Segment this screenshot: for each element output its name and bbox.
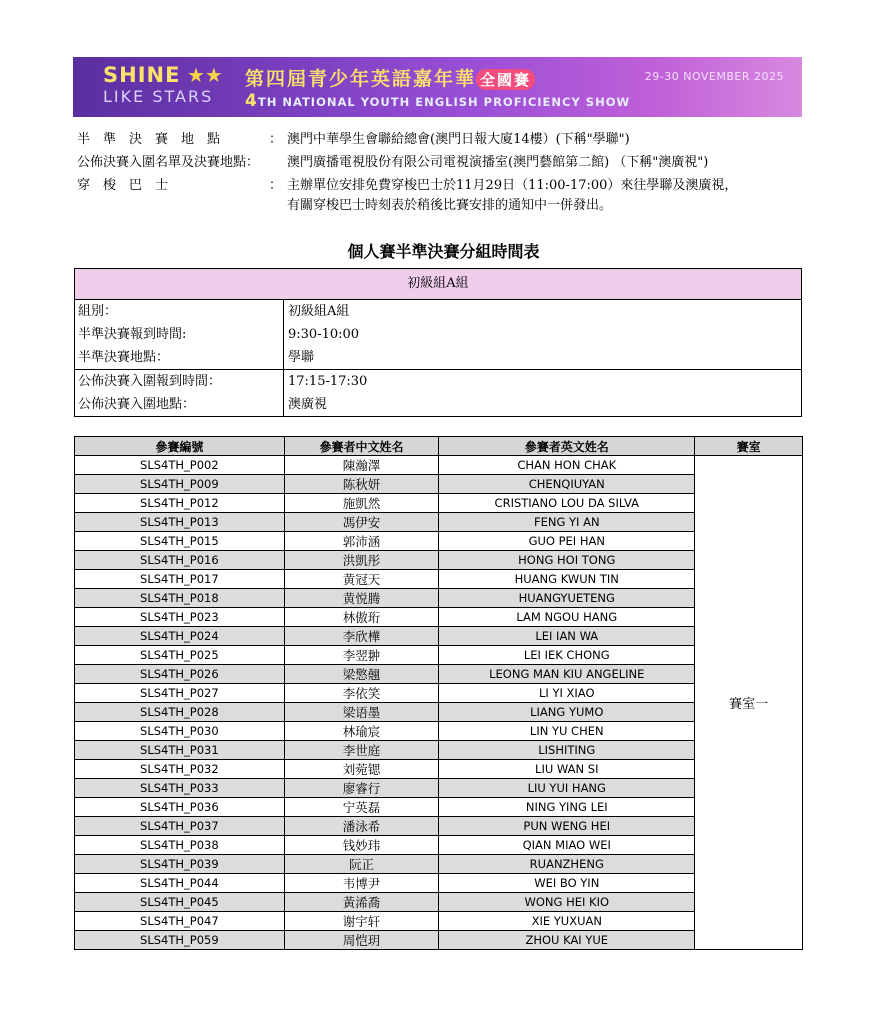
participant-english-name: LEI IEK CHONG	[439, 646, 695, 665]
participant-id: SLS4TH_P047	[75, 912, 285, 931]
participant-english-name: LAM NGOU HANG	[439, 608, 695, 627]
participant-english-name: RUANZHENG	[439, 855, 695, 874]
participant-english-name: WONG HEI KIO	[439, 893, 695, 912]
col-header-id: 參賽編號	[75, 437, 285, 456]
participant-id: SLS4TH_P023	[75, 608, 285, 627]
participant-english-name: CHENQIUYAN	[439, 475, 695, 494]
participant-id: SLS4TH_P025	[75, 646, 285, 665]
participant-chinese-name: 钱妙玮	[284, 836, 439, 855]
participant-id: SLS4TH_P012	[75, 494, 285, 513]
participant-id: SLS4TH_P024	[75, 627, 285, 646]
group-header: 初級組A組	[75, 269, 801, 300]
participant-english-name: GUO PEI HAN	[439, 532, 695, 551]
table-row	[75, 456, 803, 475]
table-row	[75, 570, 803, 589]
table-header-row	[75, 437, 803, 456]
participant-english-name: LIN YU CHEN	[439, 722, 695, 741]
table-row	[75, 760, 803, 779]
participants-table	[74, 436, 803, 950]
table-row	[75, 779, 803, 798]
table-row	[75, 627, 803, 646]
participant-id: SLS4TH_P030	[75, 722, 285, 741]
participant-english-name: LIANG YUMO	[439, 703, 695, 722]
participant-english-name: HUANG KWUN TIN	[439, 570, 695, 589]
participant-id: SLS4TH_P002	[75, 456, 285, 475]
group-row: 公佈決賽入圍地點： 澳廣視	[78, 397, 328, 412]
participant-id: SLS4TH_P026	[75, 665, 285, 684]
participant-id: SLS4TH_P031	[75, 741, 285, 760]
table-row	[75, 646, 803, 665]
participant-chinese-name: 陈秋妍	[284, 475, 439, 494]
banner-chinese-title: 第四屆青少年英語嘉年華 全國賽	[245, 64, 535, 91]
participant-chinese-name: 陳瀚澤	[284, 456, 439, 475]
participant-chinese-name: 谢宇轩	[284, 912, 439, 931]
table-row	[75, 817, 803, 836]
participant-id: SLS4TH_P036	[75, 798, 285, 817]
participant-english-name: LEONG MAN KIU ANGELINE	[439, 665, 695, 684]
participant-chinese-name: 李欣樺	[284, 627, 439, 646]
table-row	[75, 722, 803, 741]
participant-chinese-name: 林瑜宸	[284, 722, 439, 741]
participant-chinese-name: 李翌翀	[284, 646, 439, 665]
participant-id: SLS4TH_P045	[75, 893, 285, 912]
participant-english-name: LI YI XIAO	[439, 684, 695, 703]
col-header-room: 賽室	[695, 437, 803, 456]
participant-chinese-name: 黄冠天	[284, 570, 439, 589]
participant-chinese-name: 黃浠喬	[284, 893, 439, 912]
group-row: 半準決賽報到時間: 9:30-10:00	[78, 327, 360, 342]
participant-english-name: FENG YI AN	[439, 513, 695, 532]
participant-id: SLS4TH_P015	[75, 532, 285, 551]
participant-chinese-name: 廖睿行	[284, 779, 439, 798]
participant-english-name: PUN WENG HEI	[439, 817, 695, 836]
participant-chinese-name: 李世庭	[284, 741, 439, 760]
participant-chinese-name: 林傲珩	[284, 608, 439, 627]
participant-chinese-name: 梁语墨	[284, 703, 439, 722]
table-row	[75, 912, 803, 931]
participant-id: SLS4TH_P016	[75, 551, 285, 570]
participant-english-name: WEI BO YIN	[439, 874, 695, 893]
participant-chinese-name: 韦博尹	[284, 874, 439, 893]
table-row	[75, 741, 803, 760]
participant-id: SLS4TH_P033	[75, 779, 285, 798]
table-row	[75, 836, 803, 855]
participant-chinese-name: 郭沛涵	[284, 532, 439, 551]
table-row	[75, 551, 803, 570]
group-info-table	[74, 268, 802, 417]
table-row	[75, 475, 803, 494]
table-row	[75, 589, 803, 608]
participant-english-name: LEI IAN WA	[439, 627, 695, 646]
participant-chinese-name: 施凱然	[284, 494, 439, 513]
participant-chinese-name: 阮正	[284, 855, 439, 874]
shine-logo-text: SHINE	[103, 63, 181, 87]
participant-chinese-name: 馮伊安	[284, 513, 439, 532]
national-badge: 全國賽	[476, 69, 535, 90]
table-row	[75, 874, 803, 893]
participant-english-name: HUANGYUETENG	[439, 589, 695, 608]
participant-id: SLS4TH_P013	[75, 513, 285, 532]
participant-english-name: CRISTIANO LOU DA SILVA	[439, 494, 695, 513]
participant-id: SLS4TH_P018	[75, 589, 285, 608]
participant-id: SLS4TH_P017	[75, 570, 285, 589]
table-row	[75, 513, 803, 532]
table-row	[75, 665, 803, 684]
participant-id: SLS4TH_P044	[75, 874, 285, 893]
participant-id: SLS4TH_P059	[75, 931, 285, 950]
participant-id: SLS4TH_P032	[75, 760, 285, 779]
page-title: 個人賽半準決賽分組時間表	[347, 242, 540, 261]
participant-chinese-name: 周恺玥	[284, 931, 439, 950]
participant-english-name: NING YING LEI	[439, 798, 695, 817]
event-banner	[73, 57, 802, 117]
like-stars-logo-text: LIKE STARS	[103, 87, 214, 106]
stars-icon: ★★	[187, 63, 223, 87]
participant-id: SLS4TH_P039	[75, 855, 285, 874]
group-row: 半準決賽地點： 學聯	[78, 350, 315, 365]
table-row	[75, 893, 803, 912]
table-row	[75, 494, 803, 513]
col-header-chinese-name: 參賽者中文姓名	[284, 437, 439, 456]
participant-english-name: LIU YUI HANG	[439, 779, 695, 798]
table-row	[75, 931, 803, 950]
participant-id: SLS4TH_P027	[75, 684, 285, 703]
participant-id: SLS4TH_P009	[75, 475, 285, 494]
participant-english-name: LIU WAN SI	[439, 760, 695, 779]
participant-chinese-name: 刘菀锶	[284, 760, 439, 779]
table-row	[75, 855, 803, 874]
group-row: 組別： 初級組A組	[78, 304, 350, 319]
participant-english-name: ZHOU KAI YUE	[439, 931, 695, 950]
participant-chinese-name: 李依笑	[284, 684, 439, 703]
col-header-english-name: 參賽者英文姓名	[439, 437, 695, 456]
participant-english-name: LISHITING	[439, 741, 695, 760]
participant-id: SLS4TH_P038	[75, 836, 285, 855]
table-row	[75, 608, 803, 627]
participant-id: SLS4TH_P037	[75, 817, 285, 836]
group-row: 公佈決賽入圍報到時間： 17:15-17:30	[75, 369, 801, 393]
banner-date: 29-30 NOVEMBER 2025	[644, 70, 784, 83]
participant-chinese-name: 潘泳希	[284, 817, 439, 836]
room-cell: 賽室一	[695, 456, 803, 950]
participant-english-name: CHAN HON CHAK	[439, 456, 695, 475]
participant-english-name: XIE YUXUAN	[439, 912, 695, 931]
participant-chinese-name: 宁英磊	[284, 798, 439, 817]
table-row	[75, 703, 803, 722]
participant-chinese-name: 洪凱彤	[284, 551, 439, 570]
participant-english-name: QIAN MIAO WEI	[439, 836, 695, 855]
participant-id: SLS4TH_P028	[75, 703, 285, 722]
participant-chinese-name: 黄悦腾	[284, 589, 439, 608]
table-row	[75, 684, 803, 703]
participant-chinese-name: 梁憼翹	[284, 665, 439, 684]
table-row	[75, 532, 803, 551]
table-row	[75, 798, 803, 817]
banner-english-title: 4TH NATIONAL YOUTH ENGLISH PROFICIENCY SHOW	[245, 91, 631, 111]
participant-english-name: HONG HOI TONG	[439, 551, 695, 570]
